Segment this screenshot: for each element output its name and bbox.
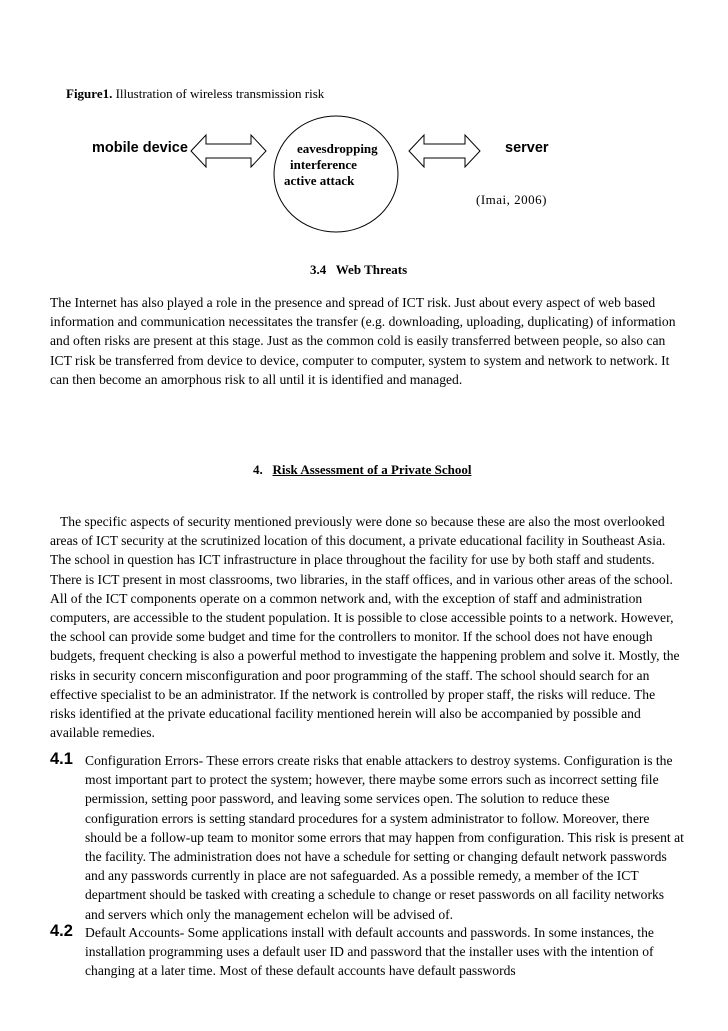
wireless-risk-diagram bbox=[0, 115, 728, 235]
section-3-4-paragraph: The Internet has also played a role in the presence and spread of ICT risk. Just about every aspect of web based information and communication necessitates the transfer (e.g. downloading, uploading, duplicating) of information and often risks are present at this stage. Just as the common cold is easily transferred between people, so also can ICT risk be transferred from device to device, computer to computer, system to system and network to network. It can then become an amorphous risk to all until it is identified and managed. bbox=[50, 295, 676, 387]
threat-eavesdropping: eavesdropping bbox=[297, 141, 378, 156]
section-4-title: Risk Assessment of a Private School bbox=[272, 462, 472, 477]
item-4-2-number: 4.2 bbox=[50, 922, 73, 940]
section-3-4-heading bbox=[310, 262, 407, 278]
section-3-4-title: Web Threats bbox=[335, 262, 408, 277]
right-double-arrow-icon bbox=[409, 135, 480, 167]
section-3-4-number: 3.4 bbox=[310, 262, 327, 277]
left-double-arrow-icon bbox=[191, 135, 266, 167]
item-4-2-text: Default Accounts- Some applications install with default accounts and passwords. In some instances, the installation programming uses a default user ID and password that the installer uses with the intention of changing at a later time. Most of these default accounts have default passwords bbox=[85, 925, 654, 979]
threat-active-attack: active attack bbox=[284, 173, 355, 188]
section-4-heading bbox=[253, 462, 471, 478]
section-4-paragraph: The specific aspects of security mentioned previously were done so because these are also the most overlooked areas of ICT security at the scrutinized location of this document, a private educational facility in Southeast Asia. The school in question has ICT infrastructure in place throughout the facility for use by both staff and students. There is ICT present in most classrooms, two libraries, in the staff offices, and in various other areas of the school. All of the ICT components operate on a common network and, with the exception of staff and administration computers, are accessible to the student population. It is possible to close accessible points to a network. However, the school can provide some budget and time for the controllers to monitor. If the school does not have enough budgets, frequent checking is also a powerful method to investigate the happening problem and solve it. Mostly, the risks in security concern misconfiguration and poor programming of the staff. The school should search for an effective specialist to be an administrator. If the network is controlled by proper staff, the risks will reduce. The risks identified at the private educational facility mentioned herein will also be accompanied by possible and available remedies. bbox=[50, 514, 680, 741]
diagram-shapes bbox=[0, 115, 728, 235]
item-4-1-number: 4.1 bbox=[50, 750, 73, 768]
server-label: server bbox=[505, 140, 549, 156]
section-4-number: 4. bbox=[253, 462, 263, 477]
figure-citation: (Imai, 2006) bbox=[476, 192, 547, 207]
list-item-4-2 bbox=[50, 923, 685, 981]
threat-interference: interference bbox=[290, 157, 357, 172]
list-item-4-1 bbox=[50, 751, 685, 924]
figure-label: Figure1. bbox=[66, 86, 113, 101]
mobile-device-label: mobile device bbox=[92, 140, 188, 156]
figure-caption-text: Illustration of wireless transmission risk bbox=[115, 86, 325, 101]
figure-caption bbox=[66, 86, 324, 102]
item-4-1-text: Configuration Errors- These errors create risks that enable attackers to destroy systems. Configuration is the most important part to protect the system; however, there maybe some errors such as incorrect setting file permission, setting poor password, and leaving some services open. The solution to reduce these configuration errors is setting standard procedures for a system administrator to follow. Moreover, there should be a follow-up team to monitor some errors that may happen from configuration. This risk is present at the facility. The administration does not have a schedule for setting or changing default network passwords and any passwords currently in place are not safeguarded. As a possible remedy, a member of the ICT department should be tasked with creating a schedule to change or reset passwords on all facility networks and servers which only the management echelon will be advised of. bbox=[85, 753, 684, 922]
